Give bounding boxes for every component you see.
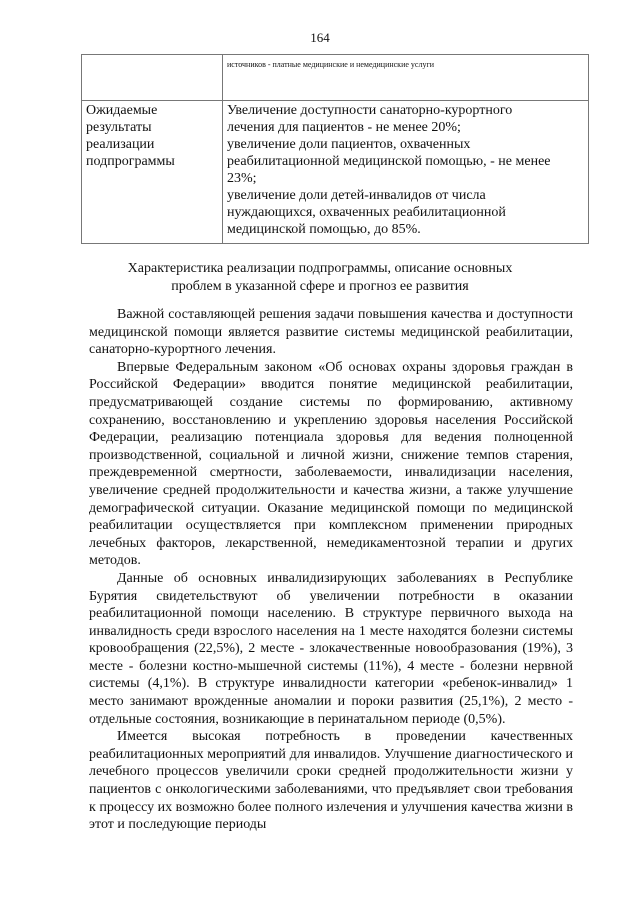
page-number: 164 — [310, 30, 330, 45]
subprogram-passport-table — [81, 54, 589, 244]
body-text — [89, 306, 573, 834]
value-line: лечения для пациентов - не менее 20%; — [227, 120, 461, 135]
value-line: 23%; — [227, 171, 257, 186]
label-line: Ожидаемые — [86, 103, 158, 118]
expected-results-value — [223, 101, 589, 244]
table-cell-label — [82, 55, 223, 101]
value-line: Увеличение доступности санаторно-курортного — [227, 103, 513, 118]
table-row — [82, 101, 589, 244]
value-line: реабилитационной медицинской помощью, - не менее — [227, 154, 551, 169]
paragraph: Имеется высокая потребность в проведении качественных реабилитационных мероприятий для инвалидов. Улучшение диагностического и лечебного процессов увеличили сроки средней продолжительности жизни у пациентов с онкологическими заболеваниями, что предъявляет свои требования к процессу их возможно более полного излечения и улучшения качества жизни в этот и последующие периоды — [89, 729, 573, 833]
value-line: увеличение доли пациентов, охваченных — [227, 137, 471, 152]
table-cell-value: источников - платные медицинские и немедицинские услуги — [223, 55, 589, 101]
label-line: реализации — [86, 137, 155, 152]
value-line: медицинской помощью, до 85%. — [227, 222, 421, 237]
value-line: увеличение доли детей-инвалидов от числа — [227, 188, 486, 203]
paragraph: Впервые Федеральным законом «Об основах охраны здоровья граждан в Российской Федерации» вводится понятие медицинской реабилитации, предусматривающей создание системы по формированию, активному сохранению, восстановлению и укреплению здоровья населения Российской Федерации, реализацию потенциала здоровья для ведения полноценной производственной, социальной и личной жизни, снижение темпов старения, преждевременной смертности, заболеваемости, инвалидизации населения, увеличение средней продолжительности и качества жизни, а также улучшение демографической ситуации. Оказание медицинской помощи по медицинской реабилитации осуществляется при комплексном применении природных лечебных факторов, лекарственной, немедикаментозной терапии и других методов. — [89, 359, 573, 569]
heading-line: Характеристика реализации подпрограммы, описание основных — [127, 261, 513, 276]
table-row — [82, 55, 589, 101]
label-line: результаты — [86, 120, 152, 135]
value-line: нуждающихся, охваченных реабилитационной — [227, 205, 506, 220]
heading-line: проблем в указанной сфере и прогноз ее развития — [171, 279, 469, 294]
paragraph: Важной составляющей решения задачи повышения качества и доступности медицинской помощи является развитие системы медицинской реабилитации, санаторно-курортного лечения. — [89, 307, 573, 358]
expected-results-label — [82, 101, 223, 244]
label-line: подпрограммы — [86, 154, 175, 169]
section-heading — [100, 260, 540, 296]
paragraph: Данные об основных инвалидизирующих заболеваниях в Республике Бурятия свидетельствуют об увеличении потребности в оказании реабилитационной помощи населению. В структуре первичного выхода на инвалидность среди взрослого населения на 1 месте находятся болезни системы кровообращения (22,5%), 2 месте - злокачественные новообразования (19%), 3 месте - болезни костно-мышечной системы (11%), 4 месте - болезни нервной системы (4,1%). В структуре инвалидности категории «ребенок-инвалид» 1 место занимают врожденные аномалии и пороки развития (25,1%), 2 место - отдельные состояния, возникающие в перинатальном периоде (0,5%). — [89, 570, 573, 727]
